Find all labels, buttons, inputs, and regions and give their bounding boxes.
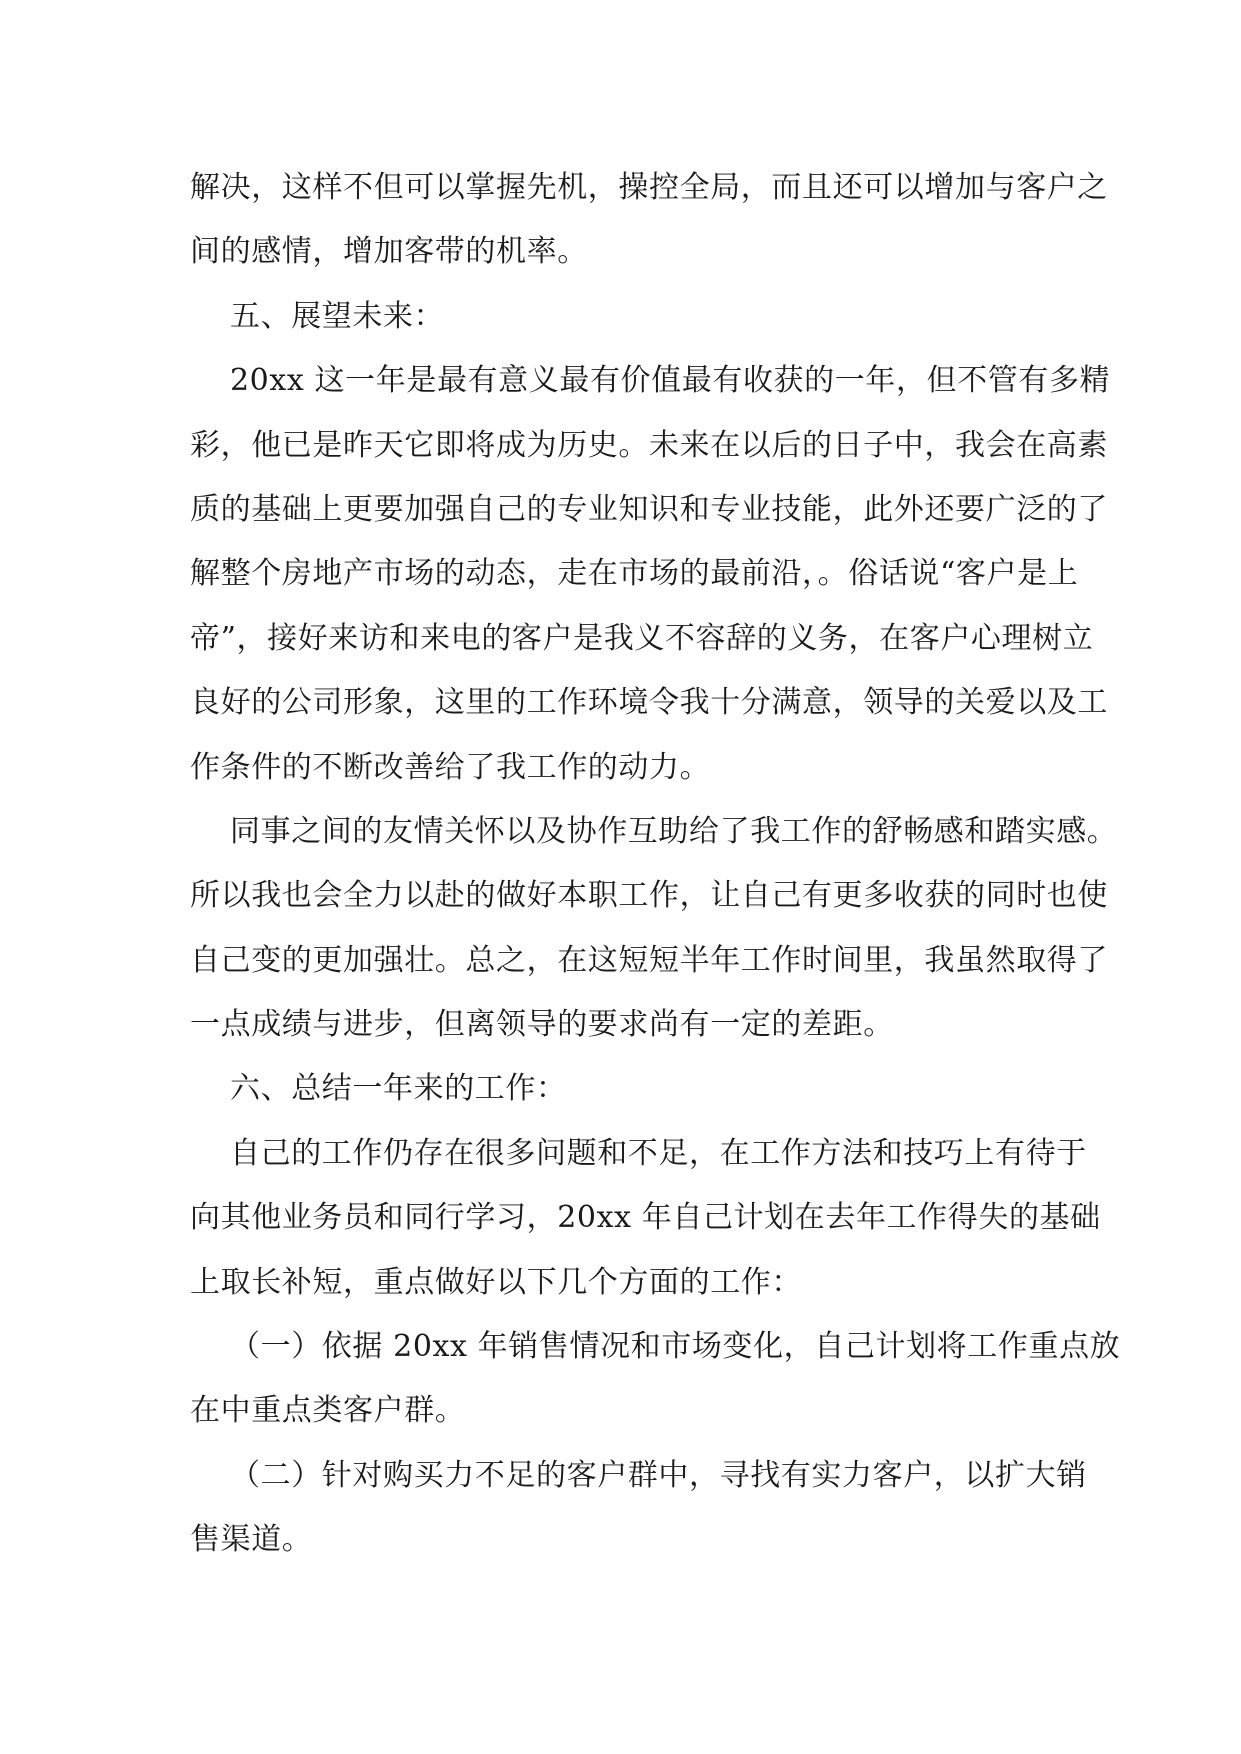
text-line: 解决，这样不但可以掌握先机，操控全局，而且还可以增加与客户之	[190, 170, 1108, 205]
section-heading-summary: 六、总结一年来的工作：	[230, 1071, 567, 1107]
text-line: 售渠道。	[190, 1522, 313, 1558]
text-line: 所以我也会全力以赴的做好本职工作，让自己有更多收获的同时也使	[190, 878, 1108, 914]
list-item-one: （一）依据 20xx 年销售情况和市场变化，自己计划将工作重点放	[230, 1329, 1121, 1365]
text-line: 上取长补短，重点做好以下几个方面的工作：	[190, 1264, 802, 1300]
text-line: 帝”，接好来访和来电的客户是我义不容辞的义务，在客户心理树立	[190, 620, 1094, 656]
text-line: 彩，他已是昨天它即将成为历史。未来在以后的日子中，我会在高素	[190, 427, 1108, 463]
text-line: 质的基础上更要加强自己的专业知识和专业技能，此外还要广泛的了	[190, 491, 1108, 527]
text-line: 自己的工作仍存在很多问题和不足，在工作方法和技巧上有待于	[230, 1135, 1087, 1171]
document-body	[190, 156, 1121, 1573]
text-line: 良好的公司形象，这里的工作环境令我十分满意，领导的关爱以及工	[190, 685, 1108, 721]
text-line: 20xx 这一年是最有意义最有价值最有收获的一年，但不管有多精	[230, 363, 1111, 399]
text-line: 向其他业务员和同行学习，20xx 年自己计划在去年工作得失的基础	[190, 1200, 1101, 1236]
list-item-two: （二）针对购买力不足的客户群中，寻找有实力客户，以扩大销	[230, 1457, 1087, 1493]
text-line: 同事之间的友情关怀以及协作互助给了我工作的舒畅感和踏实感。	[230, 813, 1118, 849]
text-line: 在中重点类客户群。	[190, 1393, 466, 1429]
section-heading-outlook: 五、展望未来：	[230, 298, 445, 334]
text-line: 解整个房地产市场的动态，走在市场的最前沿，。俗话说“客户是上	[190, 556, 1079, 592]
text-line: 作条件的不断改善给了我工作的动力。	[190, 749, 711, 785]
text-line: 一点成绩与进步，但离领导的要求尚有一定的差距。	[190, 1007, 894, 1043]
text-line: 自己变的更加强壮。总之，在这短短半年工作时间里，我虽然取得了	[190, 942, 1108, 978]
text-line: 间的感情，增加客带的机率。	[190, 234, 588, 270]
